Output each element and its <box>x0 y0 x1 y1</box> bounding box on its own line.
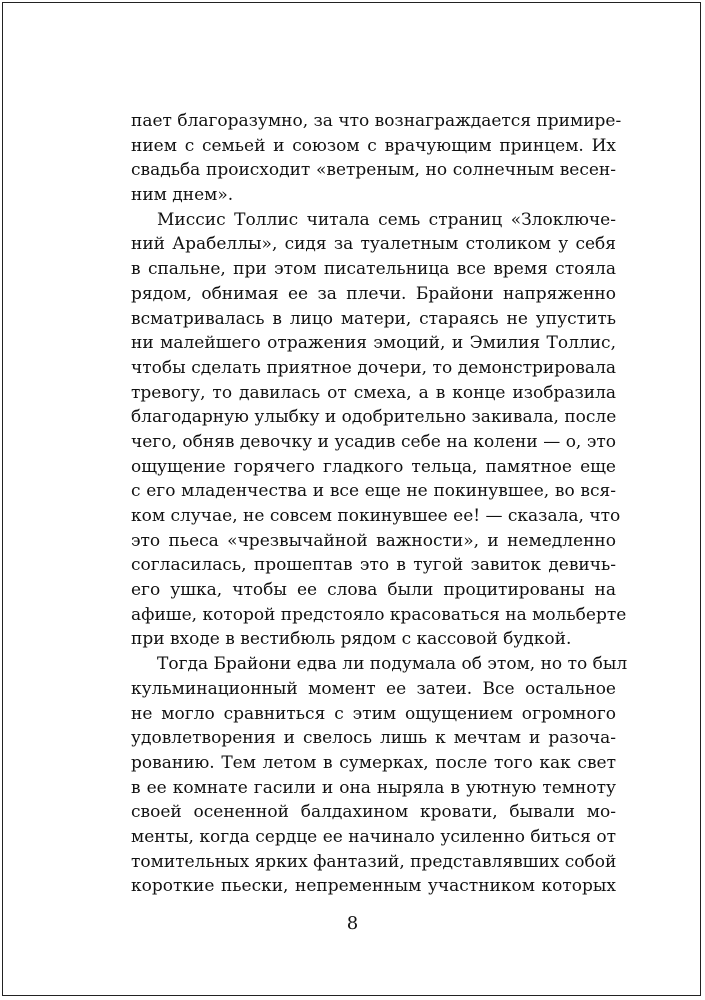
text-line: ним днем». <box>131 185 234 206</box>
text-line: кульминационный момент ее затеи. Все остальное <box>131 678 616 699</box>
text-line: ком случае, не совсем покинувшее ее! — сказала, что <box>131 506 621 526</box>
text-line: чего, обняв девочку и усадив себе на колени — о, это <box>131 431 616 452</box>
text-line: в ее комнате гасили и она ныряла в уютную темноту <box>131 777 616 798</box>
text-line: Миссис Толлис читала семь страниц «Злоключе- <box>157 209 616 230</box>
text-line: томительных ярких фантазий, представлявших собой <box>131 851 617 872</box>
text-line: нием с семьей и союзом с врачующим принцем. Их <box>131 135 616 156</box>
text-line: своей осененной балдахином кровати, бывали мо- <box>131 802 616 823</box>
text-line: тревогу, то давилась от смеха, а в конце изобразила <box>131 382 616 403</box>
paragraph <box>131 652 628 899</box>
text-line: с его младенчества и все еще не покинувшее, во вся- <box>131 481 616 502</box>
text-line: при входе в вестибюль рядом с кассовой будкой. <box>131 629 572 650</box>
text-line: пает благоразумно, за что вознаграждается примире- <box>131 111 622 131</box>
text-line: ний Арабеллы», сидя за туалетным столиком у себя <box>131 234 616 255</box>
text-line: в спальне, при этом писательница все время стояла <box>131 259 616 280</box>
page-number: 8 <box>346 913 359 934</box>
text-line: не могло сравниться с этим ощущением огромного <box>131 703 616 724</box>
text-line: его ушка, чтобы ее слова были процитированы на <box>131 580 616 601</box>
text-line: рядом, обнимая ее за плечи. Брайони напряженно <box>131 283 616 304</box>
text-line: благодарную улыбку и одобрительно закивала, после <box>131 407 617 428</box>
text-line: удовлетворения и свелось лишь к мечтам и разоча- <box>131 728 616 749</box>
text-line: это пьеса «чрезвычайной важности», и немедленно <box>131 530 616 551</box>
text-line: рованию. Тем летом в сумерках, после того как свет <box>131 752 616 773</box>
paragraph <box>131 208 627 652</box>
text-line: ни малейшего отражения эмоций, и Эмилия Толлис, <box>131 333 616 354</box>
text-line: короткие пьески, непременным участником которых <box>131 876 616 897</box>
paragraph <box>131 109 622 208</box>
text-line: ощущение горячего гладкого тельца, памятное еще <box>131 456 616 477</box>
body-text <box>131 109 628 899</box>
text-line: Тогда Брайони едва ли подумала об этом, но то был <box>157 654 628 675</box>
text-line: свадьба происходит «ветреным, но солнечным весен- <box>131 160 616 181</box>
text-line: согласилась, прошептав это в тугой завиток девичь- <box>131 555 616 576</box>
text-line: всматривалась в лицо матери, стараясь не упустить <box>131 308 616 329</box>
text-line: менты, когда сердце ее начинало усиленно биться от <box>131 826 616 847</box>
text-line: афише, которой предстояло красоваться на мольберте <box>131 604 627 625</box>
text-line: чтобы сделать приятное дочери, то демонстрировала <box>131 357 616 378</box>
